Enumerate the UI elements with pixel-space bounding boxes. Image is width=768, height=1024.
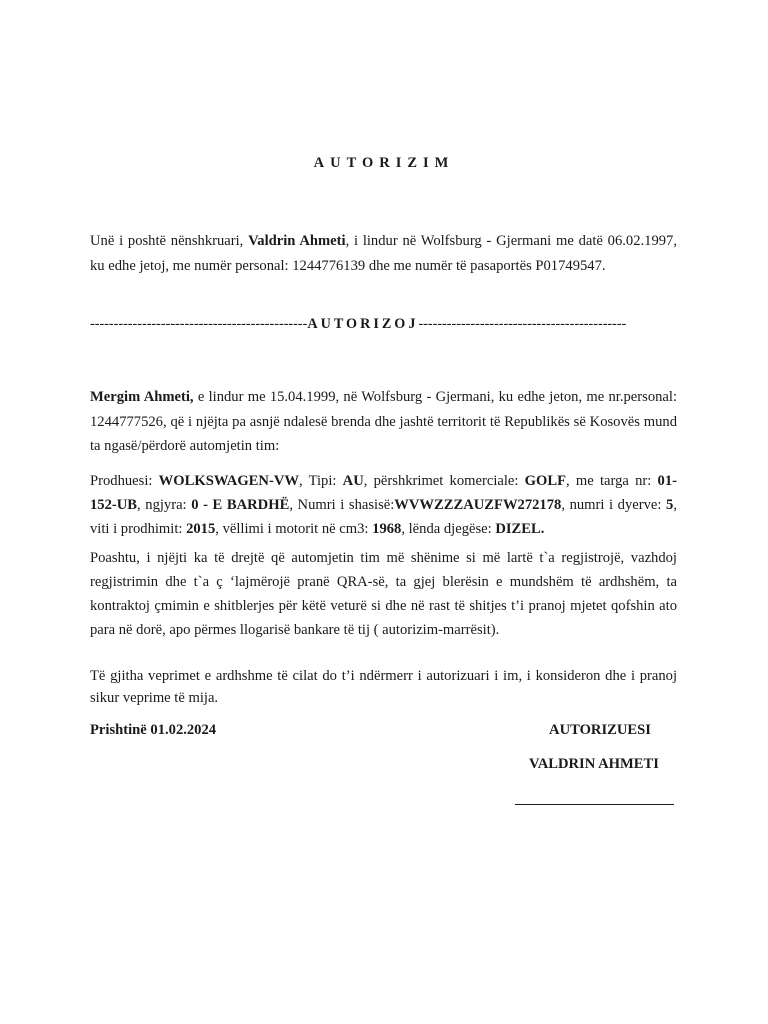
vehicle-label-fuel: , lënda djegëse: — [401, 521, 496, 537]
document-title: AUTORIZIM — [313, 155, 455, 171]
place-date: Prishtinë 01.02.2024 — [90, 722, 217, 738]
rights-paragraph: Poashtu, i njëjti ka të drejtë që automjetin tim më shënime si më lartë t`a regjistrojë, vazhdoj regjistrimin dhe t`a ç ‘lajmërojë pranë QRA-së, ta gjej blerësin e mundshëm të ardhshëm, ta kontraktoj çmimin e shitblerjes për këtë veturë si dhe në rast të shitjes t’i pranoj mjetet qofshin ato para në dorë, apo përmes llogarisë bankare të tij ( autorizim-marrësit). — [90, 550, 677, 638]
vehicle-label-engine: , vëllimi i motorit në cm3: — [215, 521, 373, 537]
authorizer-name: Valdrin Ahmeti — [248, 233, 346, 249]
vehicle-label-manufacturer: Prodhuesi: — [90, 473, 159, 489]
separator-word: AUTORIZOJ — [307, 316, 419, 332]
actions-paragraph: Të gjitha veprimet e ardhshme të cilat do t’i ndërmerr i autorizuari i im, i konsideron dhe i pranoj sikur veprime të mija. — [90, 668, 677, 706]
authorize-separator — [90, 316, 690, 333]
authorizer-paragraph — [90, 229, 677, 278]
signature-role: AUTORIZUESI — [549, 722, 651, 738]
vehicle-label-color: , ngjyra: — [137, 497, 192, 513]
authorized-person-text: e lindur me 15.04.1999, në Wolfsburg - Gjermani, ku edhe jeton, me nr.personal: 1244777526, që i njëjta pa asnjë ndalesë brenda dhe jashtë territorit të Republikës së Kosovës mund ta ngasë/përdorë automjetin tim: — [90, 389, 677, 454]
vehicle-details-paragraph — [90, 469, 677, 541]
vehicle-commercial-name: GOLF — [524, 473, 567, 489]
authorizer-text-c: , i lindur në Wolfsburg - Gjermani me datë 06.02.1997, ku edhe jetoj, me numër personal: 1244776139 dhe me numër të pasaportës P01749547. — [90, 233, 677, 274]
vehicle-year: 2015 — [186, 521, 216, 537]
signature-name: VALDRIN AHMETI — [529, 756, 659, 772]
authorizer-text-a: Unë i poshtë nënshkruari, — [90, 233, 249, 249]
vehicle-type: AU — [342, 473, 364, 489]
separator-right-dashes: -------------------------------------------- — [418, 316, 627, 332]
vehicle-engine-volume: 1968 — [372, 521, 402, 537]
vehicle-fuel: DIZEL. — [495, 521, 545, 537]
vehicle-label-doors: , numri i dyerve: — [561, 497, 667, 513]
vehicle-chassis: WVWZZZAUZFW272178 — [394, 497, 562, 513]
vehicle-label-type: , Tipi: — [298, 473, 343, 489]
vehicle-manufacturer: WOLKSWAGEN-VW — [158, 473, 299, 489]
signature-line — [515, 804, 674, 805]
vehicle-plate: 01-152-UB — [90, 473, 678, 513]
vehicle-label-commercial: , përshkrimet komerciale: — [363, 473, 525, 489]
vehicle-color: 0 - E BARDHË — [191, 497, 290, 513]
vehicle-label-chassis: , Numri i shasisë: — [289, 497, 395, 513]
authorized-person-name: Mergim Ahmeti, — [90, 389, 194, 405]
vehicle-label-year: , viti i prodhimit: — [90, 497, 677, 537]
separator-left-dashes: ---------------------------------------------- — [90, 316, 308, 332]
vehicle-label-plate: , me targa nr: — [566, 473, 658, 489]
vehicle-doors: 5 — [666, 497, 674, 513]
authorized-person-paragraph — [90, 385, 677, 459]
